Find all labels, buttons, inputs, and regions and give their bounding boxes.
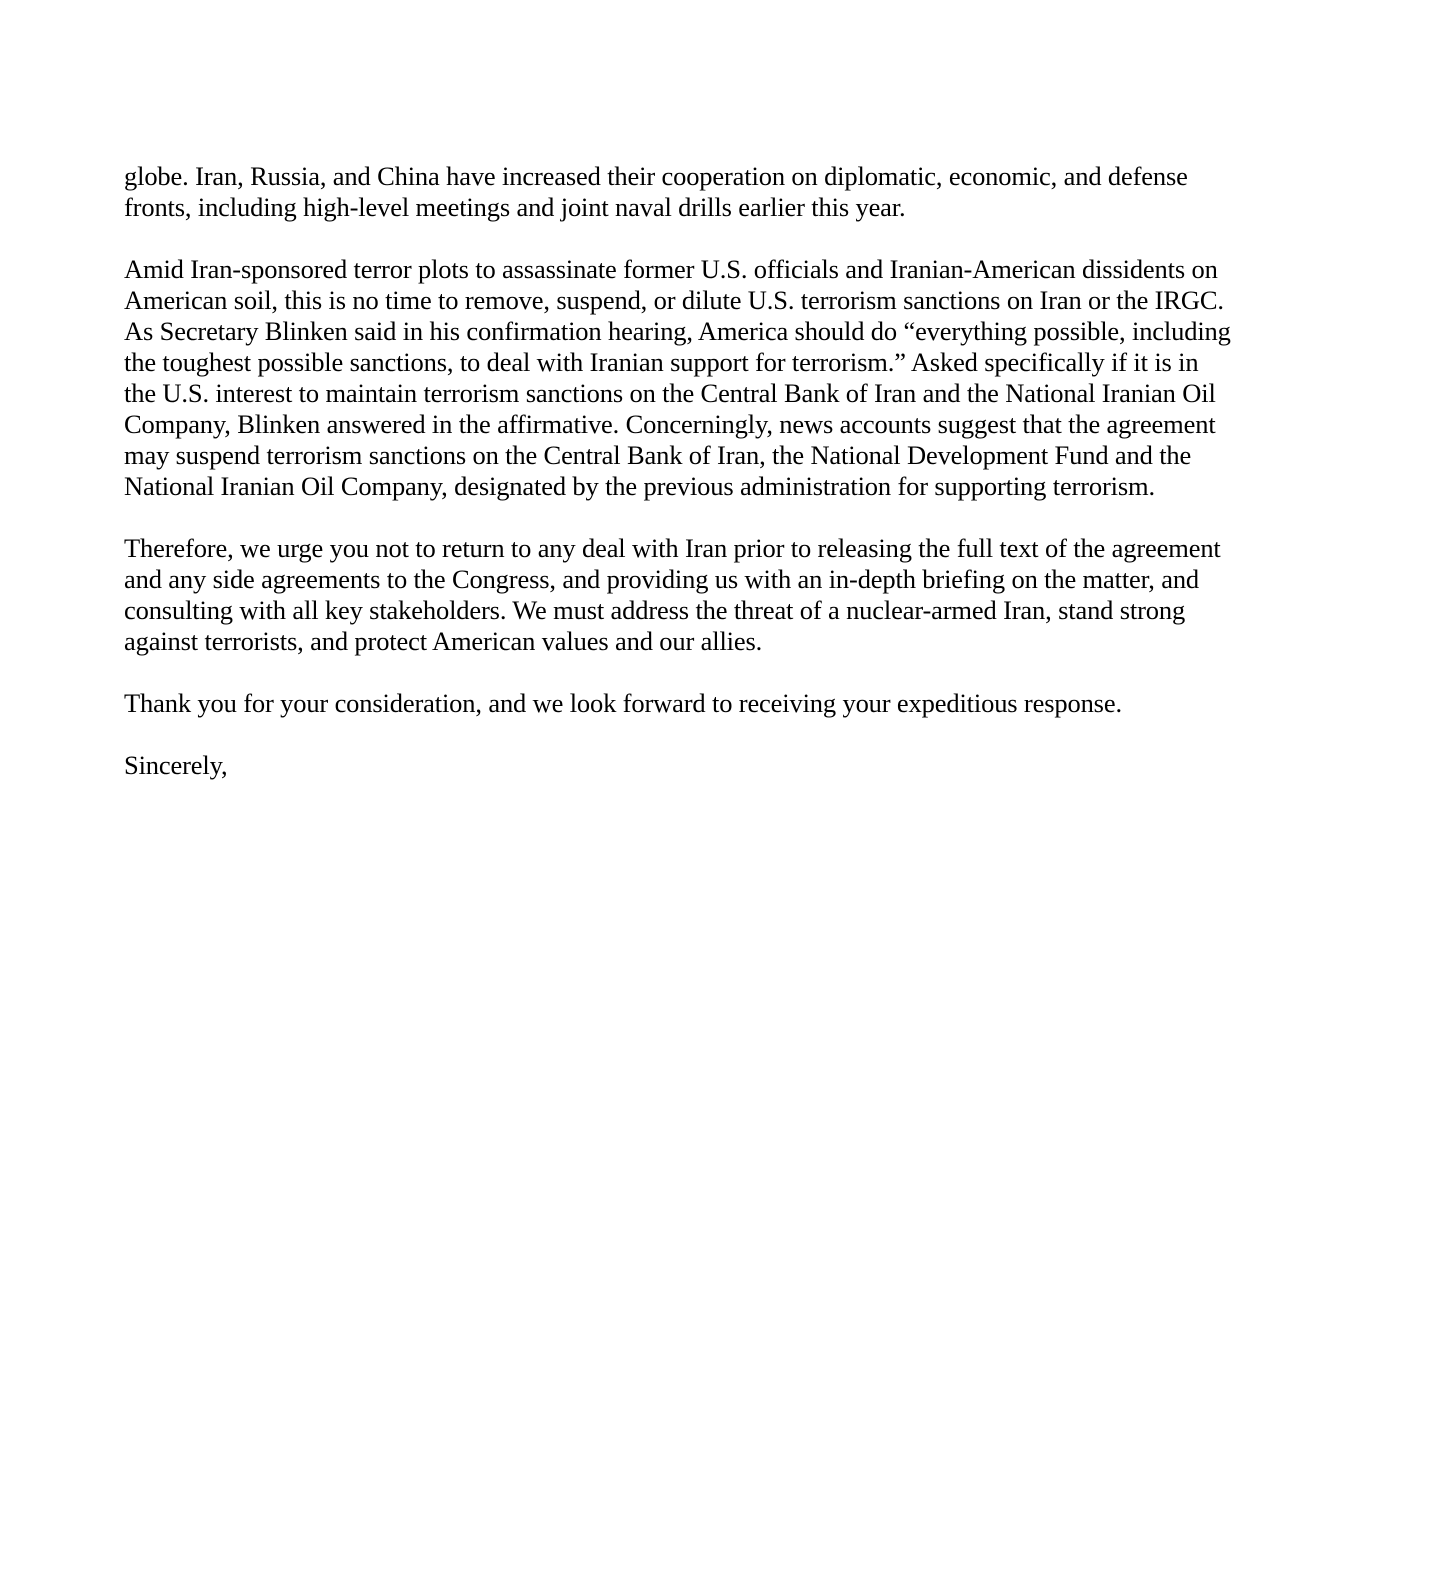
text-line: Company, Blinken answered in the affirmative. Concerningly, news accounts suggest that the agreement [124,409,1216,439]
paragraph-thanks [124,688,1324,719]
text-line: and any side agreements to the Congress, and providing us with an in-depth briefing on the matter, and [124,564,1200,594]
text-line: American soil, this is no time to remove, suspend, or dilute U.S. terrorism sanctions on Iran or the IRGC. [124,285,1224,315]
closing-salutation [124,750,1324,781]
text-line: consulting with all key stakeholders. We must address the threat of a nuclear-armed Iran, stand strong [124,595,1186,625]
text-line: fronts, including high-level meetings and joint naval drills earlier this year. [124,192,906,222]
text-line: may suspend terrorism sanctions on the Central Bank of Iran, the National Development Fund and the [124,440,1192,470]
text-line: globe. Iran, Russia, and China have increased their cooperation on diplomatic, economic, and defense [124,161,1188,191]
text-line: Amid Iran-sponsored terror plots to assassinate former U.S. officials and Iranian-American dissidents on [124,254,1218,284]
text-line: As Secretary Blinken said in his confirmation hearing, America should do “everything possible, including [124,316,1231,346]
text-line: the toughest possible sanctions, to deal with Iranian support for terrorism.” Asked specifically if it is in [124,347,1199,377]
paragraph-terrorism-sanctions [124,254,1324,502]
text-line: National Iranian Oil Company, designated by the previous administration for supporting terrorism. [124,471,1155,501]
text-line: the U.S. interest to maintain terrorism sanctions on the Central Bank of Iran and the National Iranian Oil [124,378,1216,408]
paragraph-request [124,533,1324,657]
text-line: against terrorists, and protect American values and our allies. [124,626,763,656]
text-line: Thank you for your consideration, and we look forward to receiving your expeditious response. [124,688,1122,718]
text-line: Sincerely, [124,750,228,780]
paragraph-alliances [124,161,1324,223]
text-line: Therefore, we urge you not to return to any deal with Iran prior to releasing the full text of the agreement [124,533,1221,563]
letter-page [124,161,1324,812]
